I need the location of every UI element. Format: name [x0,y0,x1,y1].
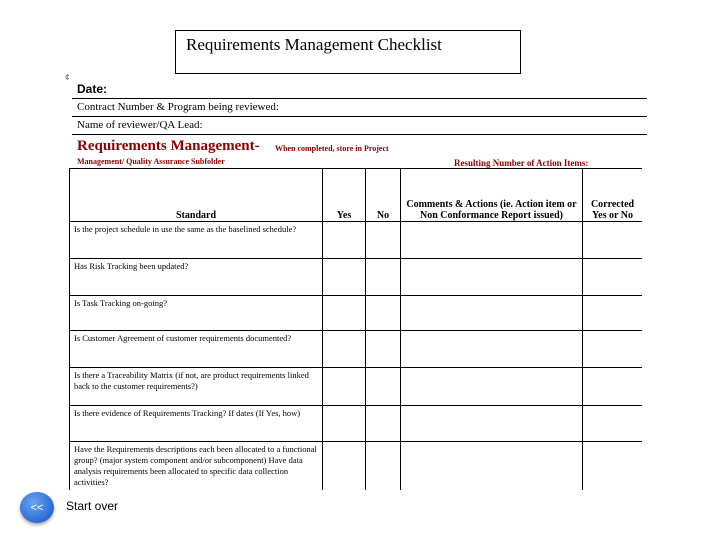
corrected-cell[interactable] [583,368,643,406]
yes-cell[interactable] [323,296,366,331]
header-standard: Standard [70,169,323,222]
no-cell[interactable] [366,259,401,296]
comments-cell[interactable] [401,222,583,259]
corrected-cell[interactable] [583,442,643,491]
section-note: When completed, store in Project [275,144,389,153]
header-corrected: Corrected Yes or No [583,169,643,222]
checklist-table [69,168,642,490]
table-row [70,442,643,491]
comments-cell[interactable] [401,406,583,442]
divider [72,134,647,135]
contract-line: Contract Number & Program being reviewed: [77,101,279,113]
stray-mark: ¢ [65,73,70,82]
comments-cell[interactable] [401,259,583,296]
standard-cell: Have the Requirements descriptions each been allocated to a functional group? (major system component and/or subcomponent) Have data analysis requirements been allocated to specific data collection activities? [70,442,323,491]
header-row [70,169,643,222]
yes-cell[interactable] [323,442,366,491]
no-cell[interactable] [366,406,401,442]
section-title: Requirements Management- [77,138,260,154]
table-row [70,331,643,368]
section-note-2: Management/ Quality Assurance Subfolder [77,157,225,166]
table-row [70,259,643,296]
standard-cell: Is Task Tracking on-going? [70,296,323,331]
start-over-link[interactable]: Start over [66,499,119,513]
divider [72,98,647,99]
reviewer-line: Name of reviewer/QA Lead: [77,119,203,131]
yes-cell[interactable] [323,331,366,368]
yes-cell[interactable] [323,406,366,442]
yes-cell[interactable] [323,222,366,259]
table-row [70,222,643,259]
no-cell[interactable] [366,331,401,368]
comments-cell[interactable] [401,368,583,406]
header-yes: Yes [323,169,366,222]
table-row [70,368,643,406]
no-cell[interactable] [366,368,401,406]
standard-cell: Is there evidence of Requirements Tracking? If dates (If Yes, how) [70,406,323,442]
corrected-cell[interactable] [583,259,643,296]
standard-cell: Is there a Traceability Matrix (if not, are product requirements linked back to the customer requirements?) [70,368,323,406]
comments-cell[interactable] [401,442,583,491]
corrected-cell[interactable] [583,406,643,442]
yes-cell[interactable] [323,368,366,406]
corrected-cell[interactable] [583,296,643,331]
table-row [70,296,643,331]
no-cell[interactable] [366,442,401,491]
divider [72,116,647,117]
corrected-cell[interactable] [583,331,643,368]
corrected-cell[interactable] [583,222,643,259]
table-row [70,406,643,442]
checklist-table-wrapper [69,168,642,490]
yes-cell[interactable] [323,259,366,296]
standard-cell: Is the project schedule in use the same as the baselined schedule? [70,222,323,259]
action-items-label: Resulting Number of Action Items: [454,158,589,168]
page-title: Requirements Management Checklist [186,35,442,54]
title-box [175,30,521,74]
header-comments: Comments & Actions (ie. Action item or Non Conformance Report issued) [401,169,583,222]
no-cell[interactable] [366,222,401,259]
date-label: Date: [77,82,108,96]
back-button[interactable]: << [20,492,54,523]
header-no: No [366,169,401,222]
no-cell[interactable] [366,296,401,331]
comments-cell[interactable] [401,331,583,368]
standard-cell: Has Risk Tracking been updated? [70,259,323,296]
standard-cell: Is Customer Agreement of customer requirements documented? [70,331,323,368]
comments-cell[interactable] [401,296,583,331]
